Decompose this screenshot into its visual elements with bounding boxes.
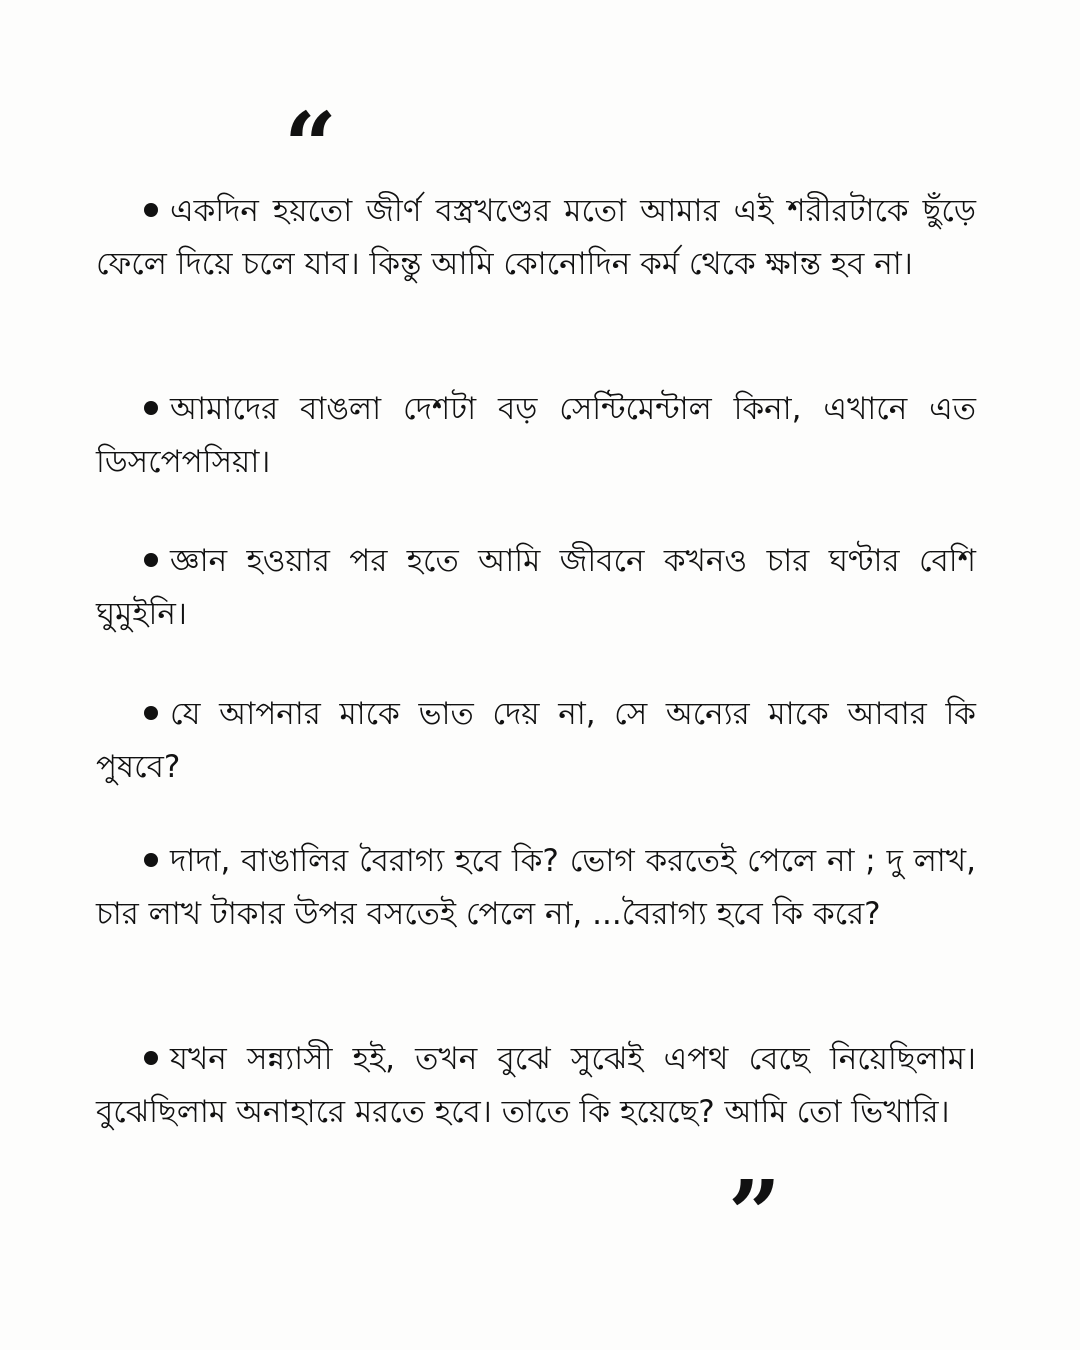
bullet-icon — [144, 553, 158, 567]
opening-quote-mark: “ — [284, 92, 337, 200]
quote-paragraph — [96, 835, 976, 941]
bullet-icon — [144, 401, 158, 415]
quote-paragraph — [96, 185, 976, 291]
quote-text: একদিন হয়তো জীর্ণ বস্ত্রখণ্ডের মতো আমার এই শরীরটাকে ছুঁড়ে ফেলে দিয়ে চলে যাব। কিন্তু আমি কোনোদিন কর্ম থেকে ক্ষান্ত হব না। — [96, 193, 976, 282]
quote-paragraph — [96, 688, 976, 794]
quote-text: যে আপনার মাকে ভাত দেয় না, সে অন্যের মাকে আবার কি পুষবে? — [96, 696, 976, 785]
quote-paragraph — [96, 383, 976, 489]
quote-paragraph — [96, 535, 976, 641]
quote-text: আমাদের বাঙলা দেশটা বড় সেন্টিমেন্টাল কিনা, এখানে এত ডিসপেপসিয়া। — [96, 391, 976, 480]
closing-quote-mark: ” — [728, 1160, 781, 1268]
bullet-icon — [144, 1051, 158, 1065]
quote-text: দাদা, বাঙালির বৈরাগ্য হবে কি? ভোগ করতেই পেলে না ; দু লাখ, চার লাখ টাকার উপর বসতেই পেলে না, ...বৈরাগ্য হবে কি করে? — [96, 843, 976, 932]
quote-text: জ্ঞান হওয়ার পর হতে আমি জীবনে কখনও চার ঘণ্টার বেশি ঘুমুইনি। — [96, 543, 976, 632]
quote-text: যখন সন্ন্যাসী হই, তখন বুঝে সুঝেই এপথ বেছে নিয়েছিলাম। বুঝেছিলাম অনাহারে মরতে হবে। তাতে কি হয়েছে? আমি তো ভিখারি। — [96, 1041, 976, 1130]
bullet-icon — [144, 706, 158, 720]
bullet-icon — [144, 853, 158, 867]
quote-paragraph — [96, 1033, 976, 1139]
bullet-icon — [144, 203, 158, 217]
